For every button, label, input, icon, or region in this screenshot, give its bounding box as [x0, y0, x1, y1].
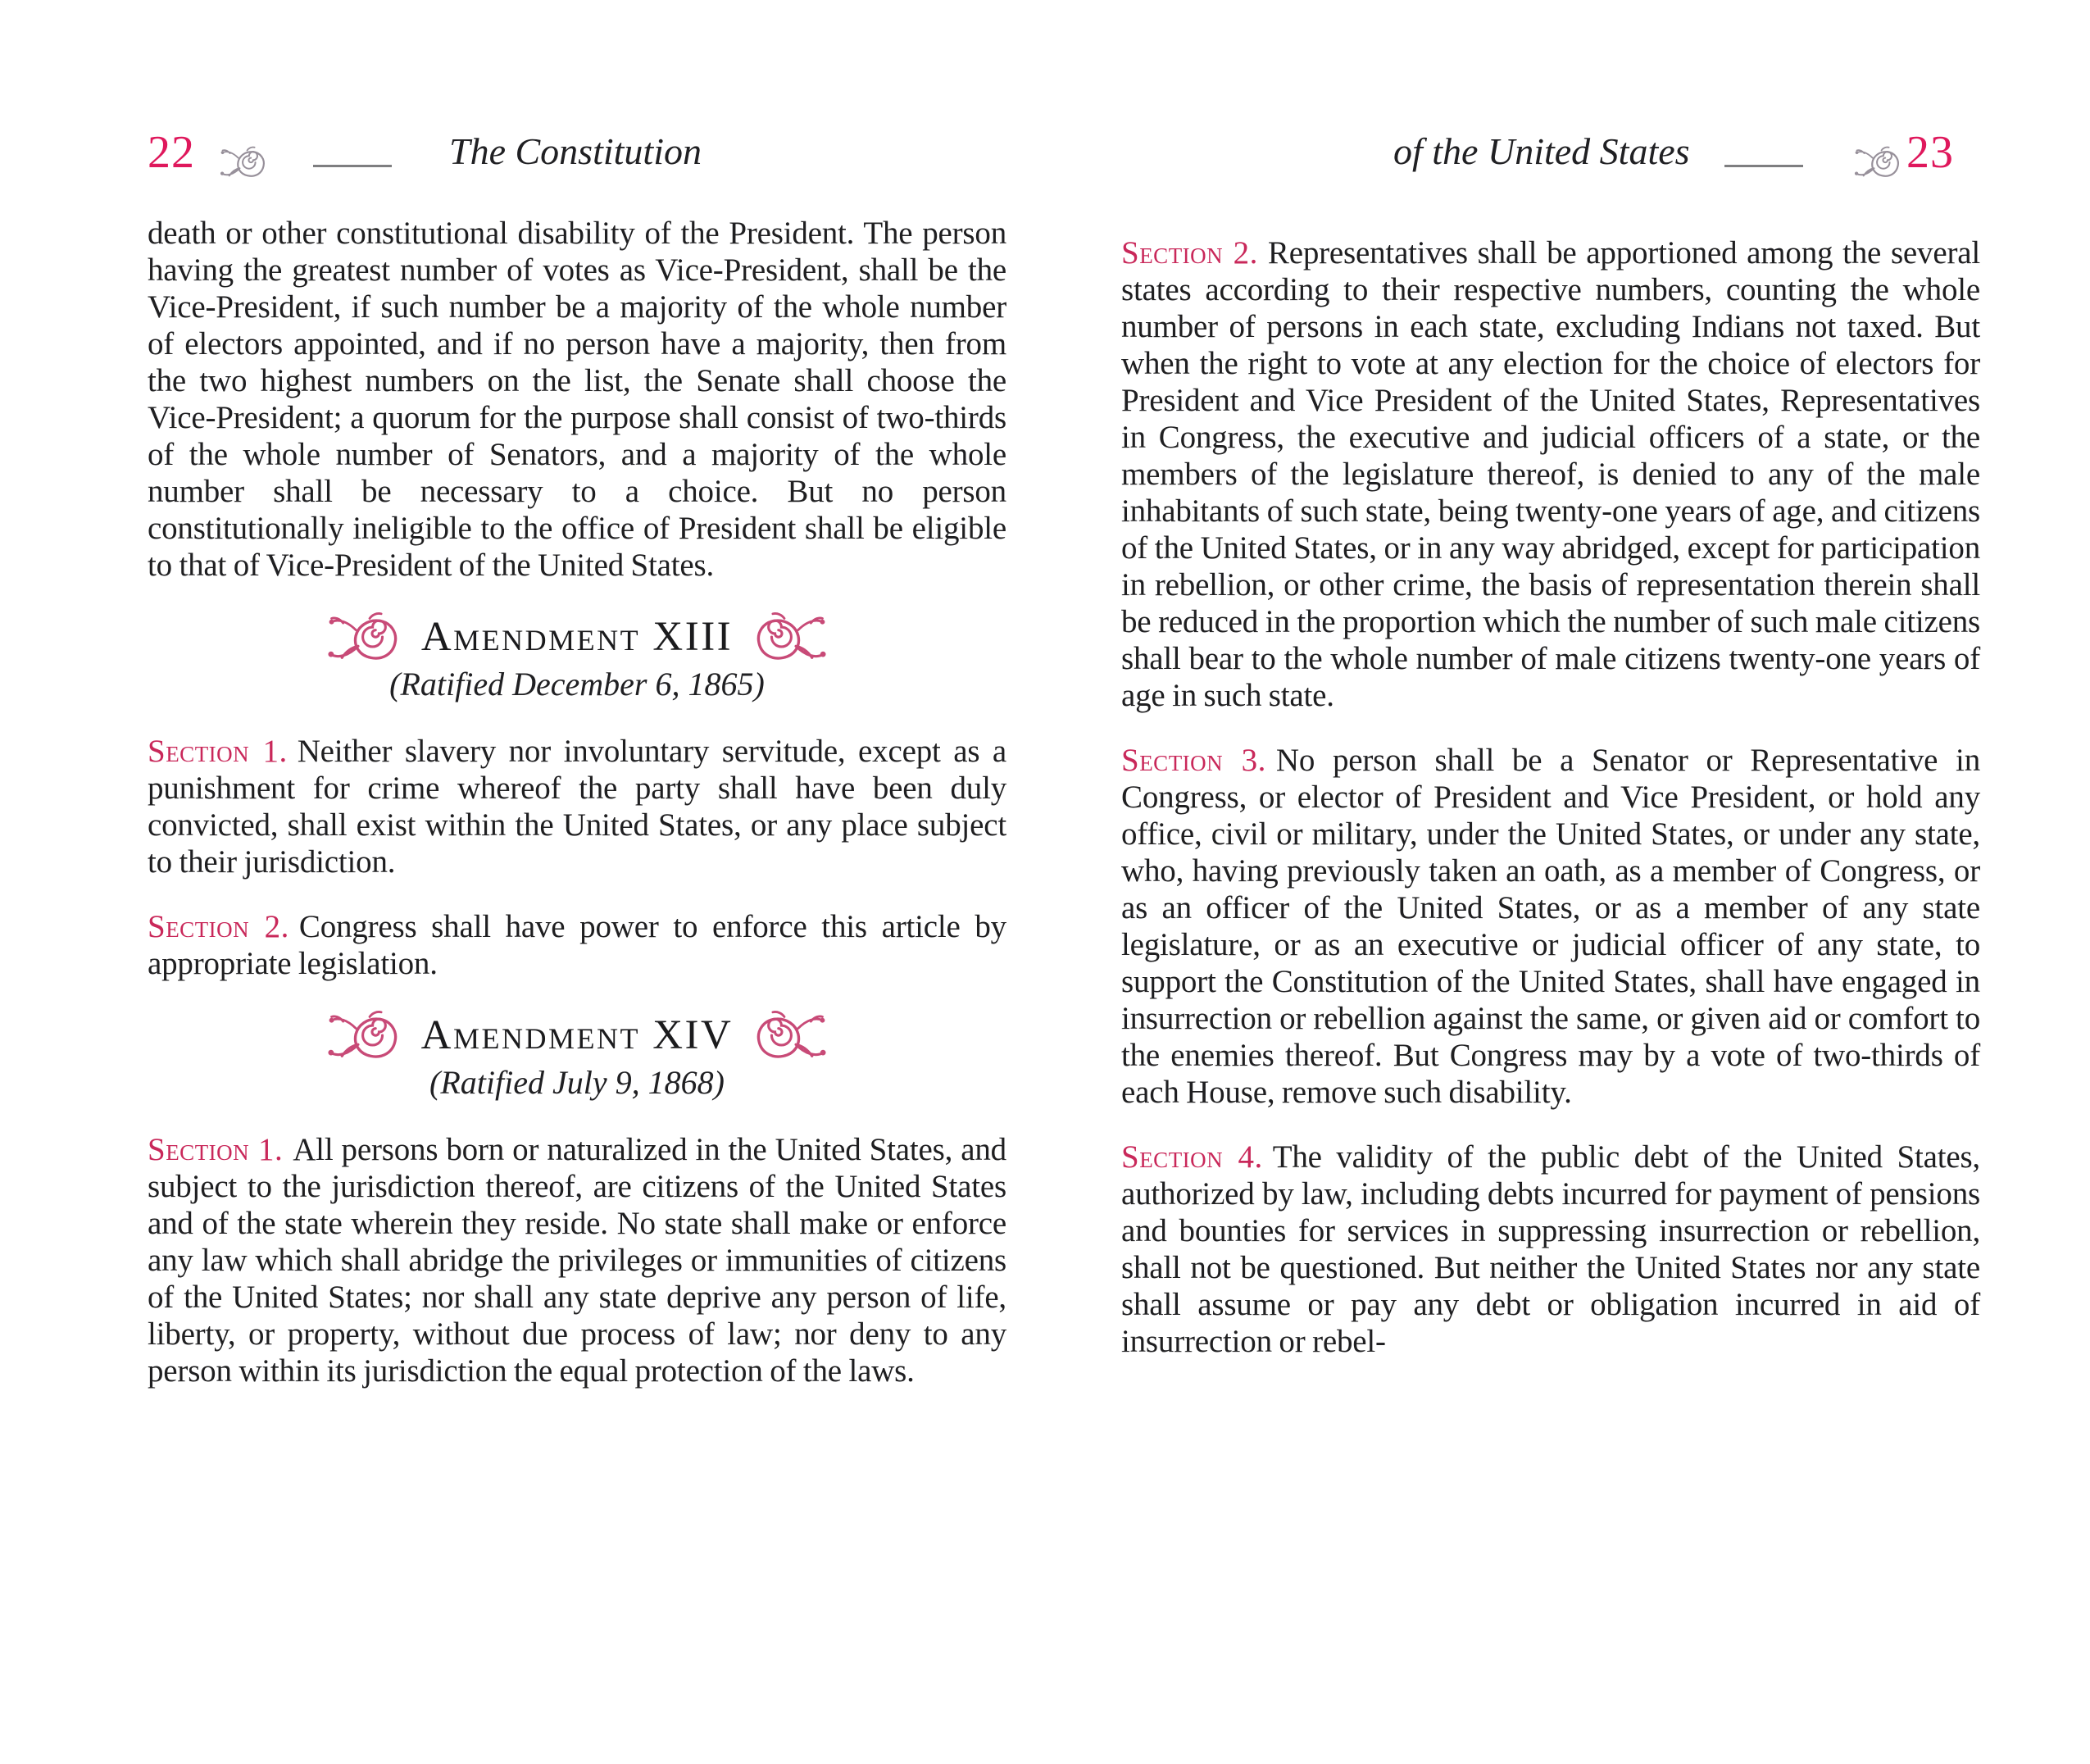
rose-ornament-icon — [220, 146, 267, 179]
amendment-14-heading — [148, 1010, 1006, 1061]
rose-ornament-icon — [323, 1010, 405, 1061]
section-text: All persons born or naturalized in the United States, and subject to the jurisdiction thereof, are citizens of the United States and of the state wherein they reside. No state shall make or enforce any law which shall abridge the privileges or immunities of citizens of the United States; nor shall any state deprive any person of life, liberty, or property, without due process of law; nor deny to any person within its jurisdiction the equal protection of the laws. — [148, 1132, 1006, 1389]
section-label: Section 2. — [148, 909, 289, 944]
amendment-13-ratified-date: (Ratified December 6, 1865) — [389, 666, 765, 702]
section-label: Section 2. — [1121, 235, 1258, 271]
header-rule-left — [313, 165, 392, 167]
page-number-left: 22 — [148, 127, 195, 178]
section-label: Section 4. — [1121, 1139, 1263, 1175]
section-text: Congress shall have power to enforce this article by appropriate legislation. — [148, 909, 1006, 981]
section-text: Representatives shall be apportioned among the several states according to their respective numbers, counting the whole number of persons in each state, excluding Indians not taxed. But when the right to vote at any election for the choice of electors for President and Vice President of the United States, Representatives in Congress, the executive and judicial officers of a state, or the members of the legislature thereof, is denied to any of the male inhabitants of such state, being twenty-one years of age, and citizens of the United States, or in any way abridged, except for participation in rebellion, or other crime, the basis of representation therein shall be reduced in the proportion which the number of such male citizens shall bear to the whole number of male citizens twenty-one years of age in such state. — [1121, 235, 1980, 713]
amendment-14-section-4 — [1121, 1139, 1980, 1360]
running-head-right: of the United States — [1393, 130, 1690, 172]
section-text: The validity of the public debt of the United States, authorized by law, including debts incurred for payment of pensions and bounties for services in suppressing insurrection or rebellion, shall not be questioned. But neither the United States nor any state shall assume or pay any debt or obligation incurred in aid of insurrection or rebel- — [1121, 1139, 1980, 1359]
rose-ornament-icon — [749, 611, 831, 662]
section-text: Neither slavery nor involuntary servitude, except as a punishment for crime whereof the party shall have been duly convicted, shall exist within the United States, or any place subject to their jurisdiction. — [148, 734, 1006, 880]
amendment-14-ratified-date: (Ratified July 9, 1868) — [429, 1064, 725, 1101]
section-text: No person shall be a Senator or Representative in Congress, or elector of President and Vice President, or hold any office, civil or military, under the United States, or under any state, who, having previously taken an oath, as a member of Congress, or as an officer of the United States, or as a member of any state legislature, or as an executive or judicial officer of any state, to support the Constitution of the United States, shall have engaged in insurrection or rebellion against the same, or given aid or comfort to the enemies thereof. But Congress may by a vote of two-thirds of each House, remove such disability. — [1121, 743, 1980, 1110]
rose-ornament-icon — [323, 611, 405, 662]
amendment-13-title: Amendment XIII — [420, 613, 734, 660]
amendment-14-section-3 — [1121, 742, 1980, 1111]
section-label: Section 1. — [148, 734, 288, 769]
amendment-14-title: Amendment XIV — [420, 1012, 734, 1058]
amendment-14-section-1 — [148, 1131, 1006, 1389]
rose-ornament-icon — [1854, 146, 1901, 179]
header-rule-right — [1724, 165, 1803, 167]
amendment-13-section-2 — [148, 908, 1006, 982]
page-number-right: 23 — [1906, 127, 1954, 178]
paragraph-amendment12-continuation — [148, 215, 1006, 584]
page-23-text-column — [1121, 234, 1980, 1388]
paragraph-text: death or other constitutional disability of the President. The person having the greatest number of votes as Vice-President, shall be the Vice-President, if such number be a majority of the whole number of electors appointed, and if no person have a majority, then from the two highest numbers on the list, the Senate shall choose the Vice-President; a quorum for the purpose shall consist of two-thirds of the whole number of Senators, and a majority of the whole number shall be necessary to a choice. But no person constitutionally ineligible to the office of President shall be eligible to that of Vice-President of the United States. — [148, 216, 1006, 583]
page-22-text-column — [148, 215, 1006, 1417]
running-head-left: The Constitution — [449, 130, 702, 172]
section-label: Section 1. — [148, 1132, 284, 1167]
section-label: Section 3. — [1121, 743, 1266, 778]
amendment-13-heading — [148, 611, 1006, 662]
rose-ornament-icon — [749, 1010, 831, 1061]
amendment-13-section-1 — [148, 733, 1006, 880]
amendment-14-section-2 — [1121, 234, 1980, 714]
